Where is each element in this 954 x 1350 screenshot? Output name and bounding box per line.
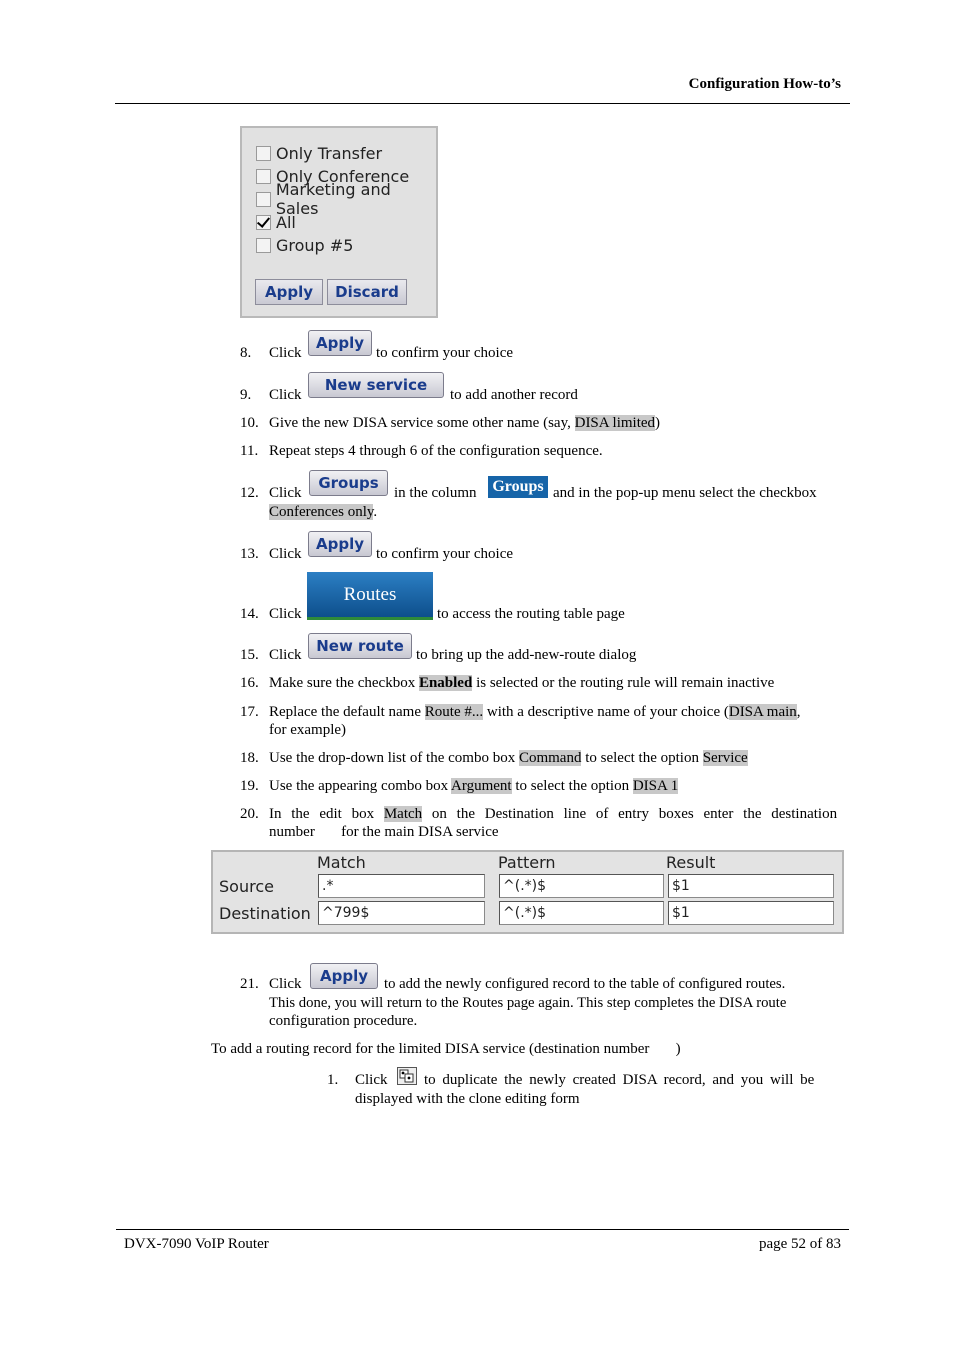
step-8-text: to confirm your choice — [376, 345, 514, 361]
text: with a descriptive name of your choice ( — [483, 704, 729, 720]
group-option-all[interactable] — [256, 211, 296, 233]
source-result-input[interactable]: $1 — [668, 874, 834, 898]
intro-paragraph: To add a routing record for the limited DISA service (destination number ) — [211, 1041, 681, 1057]
popup-discard-button[interactable]: Discard — [327, 279, 407, 305]
group-option-group-5[interactable] — [256, 234, 353, 256]
step-20-text — [269, 805, 841, 823]
text: ) — [655, 415, 661, 431]
step-number: 17. — [240, 704, 259, 720]
column-header-result: Result — [666, 853, 716, 872]
sub-step-click: Click — [355, 1072, 388, 1088]
step-14-click: Click — [269, 606, 302, 622]
footer-rule — [116, 1229, 849, 1230]
text: Use the appearing combo box — [269, 778, 452, 794]
step-number: 21. — [240, 976, 259, 992]
text: . — [373, 504, 378, 520]
text: Make sure the checkbox — [269, 675, 419, 691]
text: Replace the default name — [269, 704, 425, 720]
group-option-marketing-and-sales[interactable] — [256, 180, 436, 218]
step-14-text: to access the routing table page — [437, 606, 625, 622]
step-number: 20. — [240, 806, 259, 822]
column-header-match: Match — [317, 853, 366, 872]
column-header-pattern: Pattern — [498, 853, 556, 872]
step-15-text: to bring up the add-new-route dialog — [416, 647, 637, 663]
sub-step-text: to duplicate the newly created DISA record, and you will be — [424, 1072, 815, 1088]
header-rule — [115, 103, 850, 104]
step-21-line3: configuration procedure. — [269, 1013, 418, 1029]
groups-column-header[interactable]: Groups — [488, 476, 548, 498]
highlight-term: DISA main — [728, 704, 797, 720]
step-19-text — [269, 777, 678, 795]
step-10-text — [269, 414, 660, 432]
destination-pattern-input[interactable]: ^(.*)$ — [499, 901, 664, 925]
new-service-button[interactable]: New service — [308, 372, 444, 398]
new-route-button[interactable]: New route — [308, 633, 412, 659]
checkbox[interactable] — [256, 169, 271, 184]
source-pattern-input[interactable]: ^(.*)$ — [499, 874, 664, 898]
row-label-destination: Destination — [219, 904, 311, 923]
source-match-input[interactable]: .* — [318, 874, 485, 898]
clone-record-icon[interactable] — [397, 1067, 417, 1085]
destination-match-input[interactable]: ^799$ — [318, 901, 485, 925]
step-17-line2: for example) — [269, 722, 347, 738]
step-9-click: Click — [269, 387, 302, 403]
destination-result-input[interactable]: $1 — [668, 901, 834, 925]
step-20-line2: number for the main DISA service — [269, 824, 499, 840]
step-8-click: Click — [269, 345, 302, 361]
highlight-term: Match — [383, 806, 423, 822]
popup-apply-button[interactable]: Apply — [255, 279, 323, 305]
step-17-text — [269, 703, 801, 721]
text: , — [796, 704, 801, 720]
step-number: 8. — [240, 345, 252, 361]
group-option-label: All — [276, 212, 296, 232]
highlight-term: Conferences only — [269, 504, 374, 520]
highlight-term: Argument — [451, 778, 512, 794]
checkbox[interactable] — [256, 192, 271, 207]
header-title: Configuration How-to’s — [688, 76, 841, 92]
step-11-text: Repeat steps 4 through 6 of the configuration sequence. — [269, 443, 603, 459]
route-pattern-table — [211, 850, 844, 934]
checkbox[interactable] — [256, 146, 271, 161]
step-21-text: to add the newly configured record to the table of configured routes. — [384, 976, 786, 992]
step-12-mid: in the column — [394, 485, 477, 501]
text: to select the option — [581, 750, 703, 766]
step-number: 15. — [240, 647, 259, 663]
step-12-text: and in the pop-up menu select the checkbox — [553, 485, 817, 501]
checkbox[interactable] — [256, 238, 271, 253]
step-15-click: Click — [269, 647, 302, 663]
highlight-term: Route #... — [424, 704, 484, 720]
sub-step-number: 1. — [327, 1072, 339, 1088]
step-number: 11. — [240, 443, 259, 459]
step-number: 19. — [240, 778, 259, 794]
text: is selected or the routing rule will remain inactive — [472, 675, 775, 691]
step-13-text: to confirm your choice — [376, 546, 514, 562]
step-number: 18. — [240, 750, 259, 766]
footer-page-number: page 52 of 83 — [758, 1236, 841, 1252]
apply-button[interactable]: Apply — [308, 330, 372, 356]
step-number: 10. — [240, 415, 259, 431]
step-8 — [240, 344, 269, 362]
row-label-source: Source — [219, 877, 274, 896]
group-option-label: Marketing and Sales — [275, 180, 391, 218]
text: In the edit box — [269, 806, 384, 822]
text: to select the option — [511, 778, 633, 794]
highlight-term: DISA 1 — [632, 778, 679, 794]
step-21-click: Click — [269, 976, 302, 992]
step-21-line2: This done, you will return to the Routes page again. This step completes the DISA route — [269, 995, 787, 1011]
group-option-only-transfer[interactable] — [256, 142, 382, 164]
highlight-term: Service — [702, 750, 748, 766]
step-number: 14. — [240, 606, 259, 622]
step-number: 13. — [240, 546, 259, 562]
sub-step-line2: displayed with the clone editing form — [355, 1091, 580, 1107]
group-option-label: Only Conference — [276, 166, 410, 186]
groups-popup — [240, 126, 438, 318]
text: on the Destination line of entry boxes enter the destination — [422, 806, 838, 822]
step-13-click: Click — [269, 546, 302, 562]
routes-button[interactable]: Routes — [307, 572, 433, 620]
step-16-text — [269, 674, 774, 692]
highlight-term: Enabled — [418, 675, 473, 691]
group-option-label: Group #5 — [276, 235, 354, 255]
highlight-term: Command — [518, 750, 582, 766]
apply-button[interactable]: Apply — [308, 531, 372, 557]
step-12-click: Click — [269, 485, 302, 501]
footer-product-name: DVX-7090 VoIP Router — [124, 1236, 269, 1252]
step-number: 12. — [240, 485, 259, 501]
step-18-text — [269, 749, 748, 767]
checkbox-checked[interactable] — [256, 215, 271, 230]
step-9-text: to add another record — [450, 387, 578, 403]
apply-button[interactable]: Apply — [310, 963, 378, 989]
highlight-term: DISA limited — [574, 415, 656, 431]
groups-button[interactable]: Groups — [309, 470, 388, 496]
text: Give the new DISA service some other name (say, — [269, 415, 575, 431]
step-number: 9. — [240, 387, 252, 403]
step-12-line2 — [269, 503, 377, 521]
group-option-label: Only Transfer — [276, 143, 383, 163]
text: Use the drop-down list of the combo box — [269, 750, 519, 766]
step-number: 16. — [240, 675, 259, 691]
